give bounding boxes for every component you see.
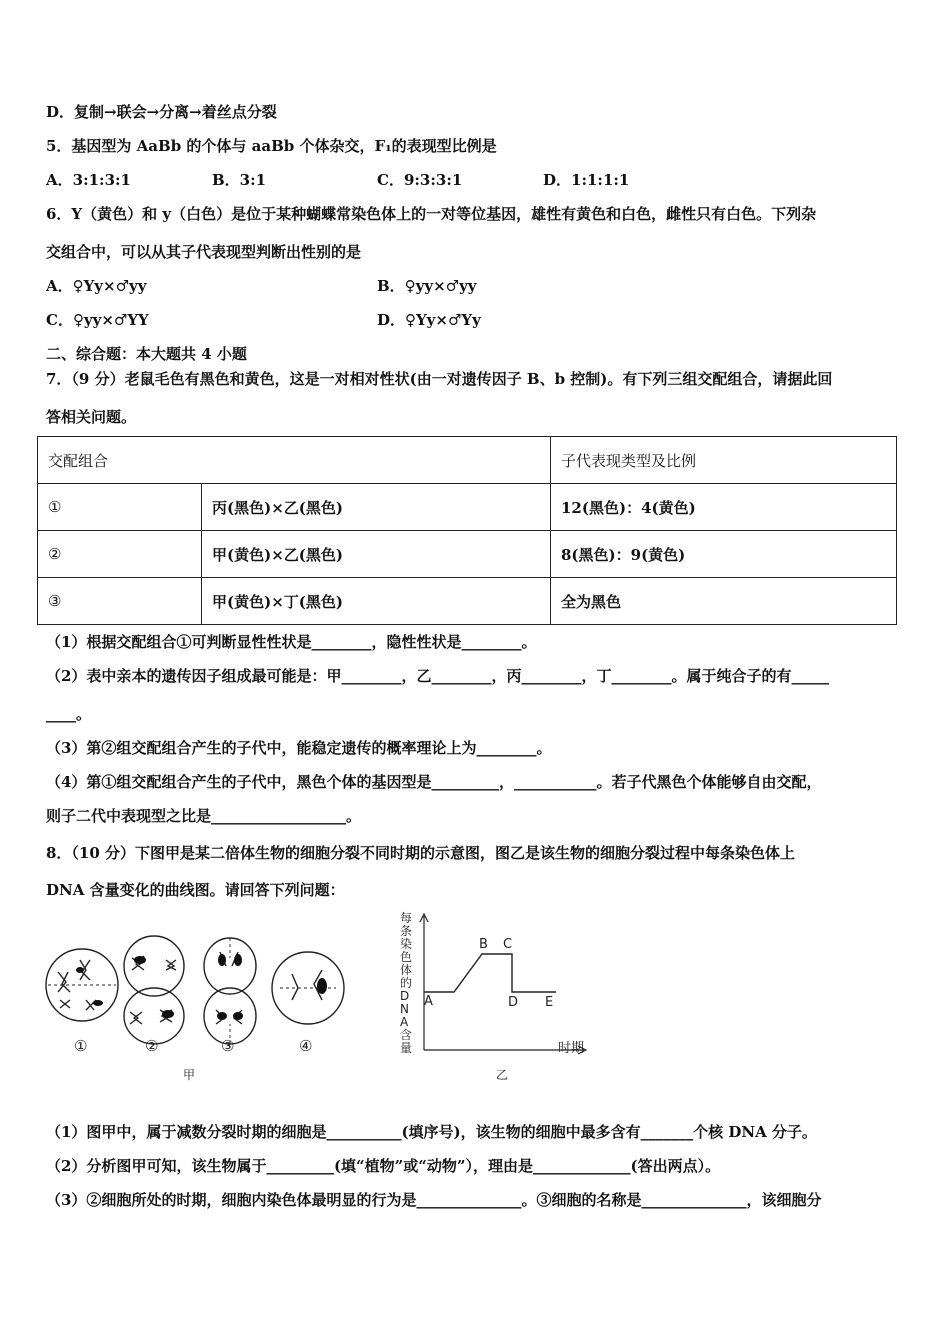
q7-part3: （3）第②组交配组合产生的子代中，能稳定遗传的概率理论上为________。 (46, 739, 552, 757)
q7-part2-line1: （2）表中亲本的遗传因子组成最可能是：甲________，乙________，丙________，丁________。属于纯合子的有_____ (46, 667, 829, 685)
row-result: 全为黑色 (551, 578, 897, 625)
q5-option-d: D．1:1:1:1 (543, 171, 630, 189)
table-header-result: 子代表现类型及比例 (551, 437, 897, 484)
graph-y-axis-label: 每条染色体的DNA含量 (400, 911, 413, 1055)
q6-stem-line1: 6．Y（黄色）和 y（白色）是位于某种蝴蝶常染色体上的一对等位基因，雄性有黄色和白色，雌性只有白色。下列杂 (46, 205, 817, 223)
q7-part2-line2: ____。 (46, 705, 92, 723)
figure-jia-cell-division (40, 930, 360, 1080)
q8-stem-line1: 8．（10 分）下图甲是某二倍体生物的细胞分裂不同时期的示意图，图乙是该生物的细胞分裂过程中每条染色体上 (46, 844, 796, 862)
q5-option-c: C．9:3:3:1 (377, 171, 463, 189)
graph-x-axis-label: 时期 (558, 1041, 585, 1056)
point-label-c: C (503, 937, 513, 952)
row-id: ③ (38, 578, 202, 625)
q5-option-a: A．3:1:3:1 (46, 171, 131, 189)
q5-stem: 5．基因型为 AaBb 的个体与 aaBb 个体杂交，F₁的表现型比例是 (46, 137, 497, 155)
cell-label-3: ③ (221, 1037, 235, 1055)
q6-option-a: A．♀Yy×♂yy (46, 277, 147, 295)
q8-part1: （1）图甲中，属于减数分裂时期的细胞是__________(填序号)，该生物的细胞中最多含有_______个核 DNA 分子。 (46, 1123, 817, 1141)
q8-stem-line2: DNA 含量变化的曲线图。请回答下列问题： (46, 881, 345, 899)
point-label-a: A (424, 994, 433, 1009)
q7-stem-line1: 7．（9 分）老鼠毛色有黑色和黄色，这是一对相对性状(由一对遗传因子 B、b 控制)。有下列三组交配组合，请据此回 (46, 370, 833, 388)
row-cross: 丙(黑色)×乙(黑色) (202, 484, 551, 531)
figure-jia-caption: 甲 (183, 1068, 196, 1082)
row-id: ① (38, 484, 202, 531)
point-label-e: E (545, 995, 554, 1010)
q6-stem-line2: 交组合中，可以从其子代表现型判断出性别的是 (46, 243, 362, 261)
q6-option-b: B．♀yy×♂yy (377, 277, 477, 295)
q6-option-d: D．♀Yy×♂Yy (377, 311, 481, 329)
q8-part2: （2）分析图甲可知，该生物属于_________(填“植物”或“动物”），理由是_____________(答出两点）。 (46, 1157, 721, 1175)
row-id: ② (38, 531, 202, 578)
table-row (38, 484, 897, 531)
table-header-cross: 交配组合 (38, 437, 551, 484)
table-row (38, 578, 897, 625)
q5-option-b: B．3:1 (212, 171, 267, 189)
q7-stem-line2: 答相关问题。 (46, 408, 137, 426)
q7-part4-line1: （4）第①组交配组合产生的子代中，黑色个体的基因型是_________，___________。若子代黑色个体能够自由交配， (46, 773, 822, 791)
q-prev-option-d: D．复制→联会→分离→着丝点分裂 (46, 103, 277, 121)
row-result: 8(黑色)：9(黄色) (551, 531, 897, 578)
cell-label-1: ① (74, 1037, 88, 1055)
row-cross: 甲(黄色)×丁(黑色) (202, 578, 551, 625)
row-cross: 甲(黄色)×乙(黑色) (202, 531, 551, 578)
q8-part3: （3）②细胞所处的时期，细胞内染色体最明显的行为是______________。③细胞的名称是______________，该细胞分 (46, 1191, 822, 1209)
row-result: 12(黑色)：4(黄色) (551, 484, 897, 531)
point-label-b: B (479, 937, 488, 952)
figure-yi-caption: 乙 (496, 1068, 509, 1082)
point-label-d: D (508, 995, 519, 1010)
q6-option-c: C．♀yy×♂YY (46, 311, 149, 329)
cell-label-4: ④ (299, 1037, 313, 1055)
table-row (38, 531, 897, 578)
q7-part1: （1）根据交配组合①可判断显性性状是________，隐性性状是________。 (46, 633, 537, 651)
table-header-row (38, 437, 897, 484)
q7-part4-line2: 则子二代中表现型之比是__________________。 (46, 807, 362, 825)
cell-label-2: ② (145, 1037, 159, 1055)
cross-table (37, 436, 897, 625)
section-heading: 二、综合题：本大题共 4 小题 (46, 345, 247, 363)
